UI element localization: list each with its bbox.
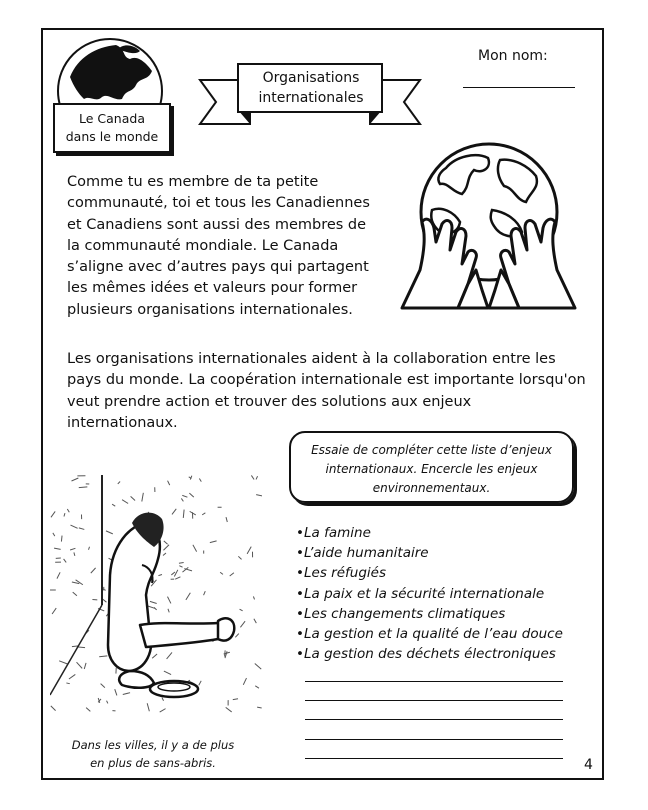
sketch-stroke <box>226 517 227 522</box>
text-line: Les organisations internationales aident à la collaboration entre les <box>67 351 556 367</box>
list-item[interactable] <box>296 563 586 583</box>
badge-line2: dans le monde <box>65 129 159 144</box>
sketch-stroke <box>69 674 75 679</box>
collaboration-paragraph <box>67 349 597 434</box>
sketch-stroke <box>193 545 197 552</box>
text-line: communauté, toi et tous les Canadiennes <box>67 195 370 212</box>
sketch-stroke <box>235 634 239 638</box>
sketch-stroke <box>51 706 56 711</box>
issue-text: L’aide humanitaire <box>304 545 429 562</box>
text-line: plusieurs organisations internationales. <box>67 301 353 318</box>
sketch-stroke <box>204 591 206 595</box>
issue-text: La famine <box>304 525 371 541</box>
page-number: 4 <box>584 757 593 773</box>
sketch-stroke <box>174 570 177 577</box>
sketch-stroke <box>167 652 172 658</box>
sketch-stroke <box>199 681 201 686</box>
sketch-stroke <box>162 698 164 701</box>
sketch-stroke <box>168 609 169 613</box>
sketch-stroke <box>122 500 128 504</box>
issue-text: La paix et la sécurité internationale <box>304 585 545 602</box>
sketch-stroke <box>247 547 251 554</box>
sketch-stroke <box>112 504 115 506</box>
sketch-stroke <box>182 495 187 497</box>
sketch-stroke <box>73 592 77 596</box>
title-line2: internationales <box>258 90 364 106</box>
sketch-stroke <box>99 656 107 657</box>
bullet: • <box>296 646 304 663</box>
sketch-stroke <box>256 495 262 497</box>
caption-line: Dans les villes, il y a de plus <box>71 738 235 752</box>
sketch-stroke <box>179 562 184 563</box>
sketch-stroke <box>72 582 79 584</box>
name-line <box>463 87 575 88</box>
sketch-stroke <box>79 487 88 488</box>
issues-list <box>296 523 586 664</box>
sketch-stroke <box>142 493 144 502</box>
sketch-stroke <box>171 572 175 575</box>
sketch-stroke <box>64 559 67 563</box>
list-item[interactable] <box>296 584 586 604</box>
sketch-stroke <box>164 541 168 544</box>
sketch-stroke <box>57 572 60 578</box>
sketch-stroke <box>163 553 166 556</box>
caption-line: en plus de sans-abris. <box>90 756 216 770</box>
sketch-stroke <box>74 552 75 555</box>
bullet: • <box>296 585 304 602</box>
page-title <box>238 64 384 114</box>
homeless-person-illustration <box>50 475 262 715</box>
badge-line1: Le Canada <box>79 111 145 126</box>
answer-line[interactable] <box>305 758 563 759</box>
answer-line[interactable] <box>305 681 563 682</box>
sketch-stroke <box>84 663 86 669</box>
answer-line[interactable] <box>305 739 563 740</box>
sketch-stroke <box>175 577 180 579</box>
sketch-stroke <box>257 707 262 708</box>
sketch-stroke <box>158 574 162 575</box>
bullet: • <box>296 565 304 582</box>
sketch-stroke <box>233 699 238 700</box>
bullet: • <box>296 525 304 541</box>
issue-text: Les changements climatiques <box>304 605 506 622</box>
sketch-stroke <box>164 671 171 675</box>
sketch-stroke <box>51 511 55 517</box>
sketch-stroke <box>131 496 135 500</box>
sketch-stroke <box>67 509 69 512</box>
sketch-stroke <box>199 478 201 481</box>
sketch-stroke <box>70 525 77 528</box>
sketch-stroke <box>163 545 169 551</box>
issue-text: La gestion des déchets électroniques <box>304 646 556 663</box>
sketch-stroke <box>91 568 96 573</box>
sketch-stroke <box>54 548 61 549</box>
sketch-stroke <box>107 701 108 704</box>
answer-line[interactable] <box>305 700 563 701</box>
sketch-stroke <box>53 533 55 536</box>
list-item[interactable] <box>296 543 586 563</box>
sketch-stroke <box>86 708 90 712</box>
sketch-stroke <box>59 661 67 664</box>
sketch-stroke <box>240 621 245 627</box>
sketch-stroke <box>70 548 75 550</box>
sketch-stroke <box>168 481 170 485</box>
sketch-stroke <box>152 654 157 658</box>
sketch-stroke <box>101 684 105 688</box>
sketch-stroke <box>183 510 184 518</box>
bullet: • <box>296 626 304 643</box>
text-line: internationaux. <box>67 414 178 431</box>
sketch-stroke <box>181 498 183 501</box>
sketch-stroke <box>240 609 243 611</box>
text-line: les mêmes idées et valeurs pour former <box>67 280 358 297</box>
issue-text: Les réfugiés <box>304 565 386 582</box>
sketch-stroke <box>150 601 157 603</box>
sketch-stroke <box>52 608 56 614</box>
sketch-stroke <box>186 593 190 600</box>
sketch-stroke <box>103 589 106 590</box>
badge-canada <box>53 103 171 153</box>
sketch-stroke <box>167 597 170 604</box>
text-line: s’aligne avec d’autres pays qui partagent <box>67 259 369 276</box>
list-item[interactable] <box>296 604 586 624</box>
globe-icon <box>56 37 164 107</box>
sketch-stroke <box>160 709 166 712</box>
sketch-stroke <box>238 556 241 559</box>
list-item[interactable] <box>296 644 586 664</box>
sketch-stroke <box>243 678 246 685</box>
sketch-stroke <box>71 478 78 481</box>
sketch-stroke <box>202 513 205 515</box>
bullet: • <box>296 545 304 562</box>
hands-globe-illustration <box>396 140 581 315</box>
instruction-line: internationaux. Encercle les enjeux <box>325 462 538 476</box>
text-line: Comme tu es membre de ta petite <box>67 174 319 190</box>
sketch-stroke <box>61 536 62 542</box>
sketch-stroke <box>251 475 254 479</box>
sketch-stroke <box>210 541 217 543</box>
list-item[interactable] <box>296 624 586 644</box>
sketch-stroke <box>189 493 193 497</box>
sketch-stroke <box>64 513 65 516</box>
title-line1: Organisations <box>262 70 360 86</box>
instruction-line: environnementaux. <box>372 481 491 495</box>
sketch-stroke <box>172 509 176 515</box>
text-line: la communauté mondiale. Le Canada <box>67 237 339 254</box>
sketch-stroke <box>226 707 232 712</box>
sketch-stroke <box>255 663 261 669</box>
illustration-caption <box>58 736 248 772</box>
sketch-stroke <box>254 619 256 623</box>
sketch-stroke <box>79 528 84 530</box>
intro-paragraph <box>67 172 387 321</box>
sketch-stroke <box>220 572 223 574</box>
instruction-box <box>289 431 574 503</box>
sketch-stroke <box>115 689 117 695</box>
bullet: • <box>296 605 304 622</box>
sketch-stroke <box>76 580 83 585</box>
sketch-stroke <box>255 686 259 688</box>
sketch-stroke <box>89 547 90 550</box>
answer-line[interactable] <box>305 719 563 720</box>
text-line: pays du monde. La coopération internationale est importante lorsqu'on <box>67 372 586 389</box>
sketch-stroke <box>123 693 130 695</box>
sketch-stroke <box>230 573 234 576</box>
sketch-stroke <box>77 662 83 668</box>
sketch-stroke <box>66 683 69 684</box>
sketch-stroke <box>147 703 149 711</box>
list-item[interactable] <box>296 523 586 543</box>
sketch-stroke <box>118 481 120 483</box>
instruction-line: Essaie de compléter cette liste d’enjeux <box>311 443 552 457</box>
sketch-stroke <box>256 476 257 479</box>
sketch-stroke <box>179 566 182 568</box>
text-line: et Canadiens sont aussi des membres de <box>67 216 367 233</box>
sketch-stroke <box>253 596 254 599</box>
sketch-stroke <box>106 531 113 534</box>
text-line: veut prendre action et trouver des solutions aux enjeux <box>67 393 472 410</box>
issue-text: La gestion et la qualité de l’eau douce <box>304 626 563 643</box>
name-label: Mon nom: <box>478 48 548 64</box>
